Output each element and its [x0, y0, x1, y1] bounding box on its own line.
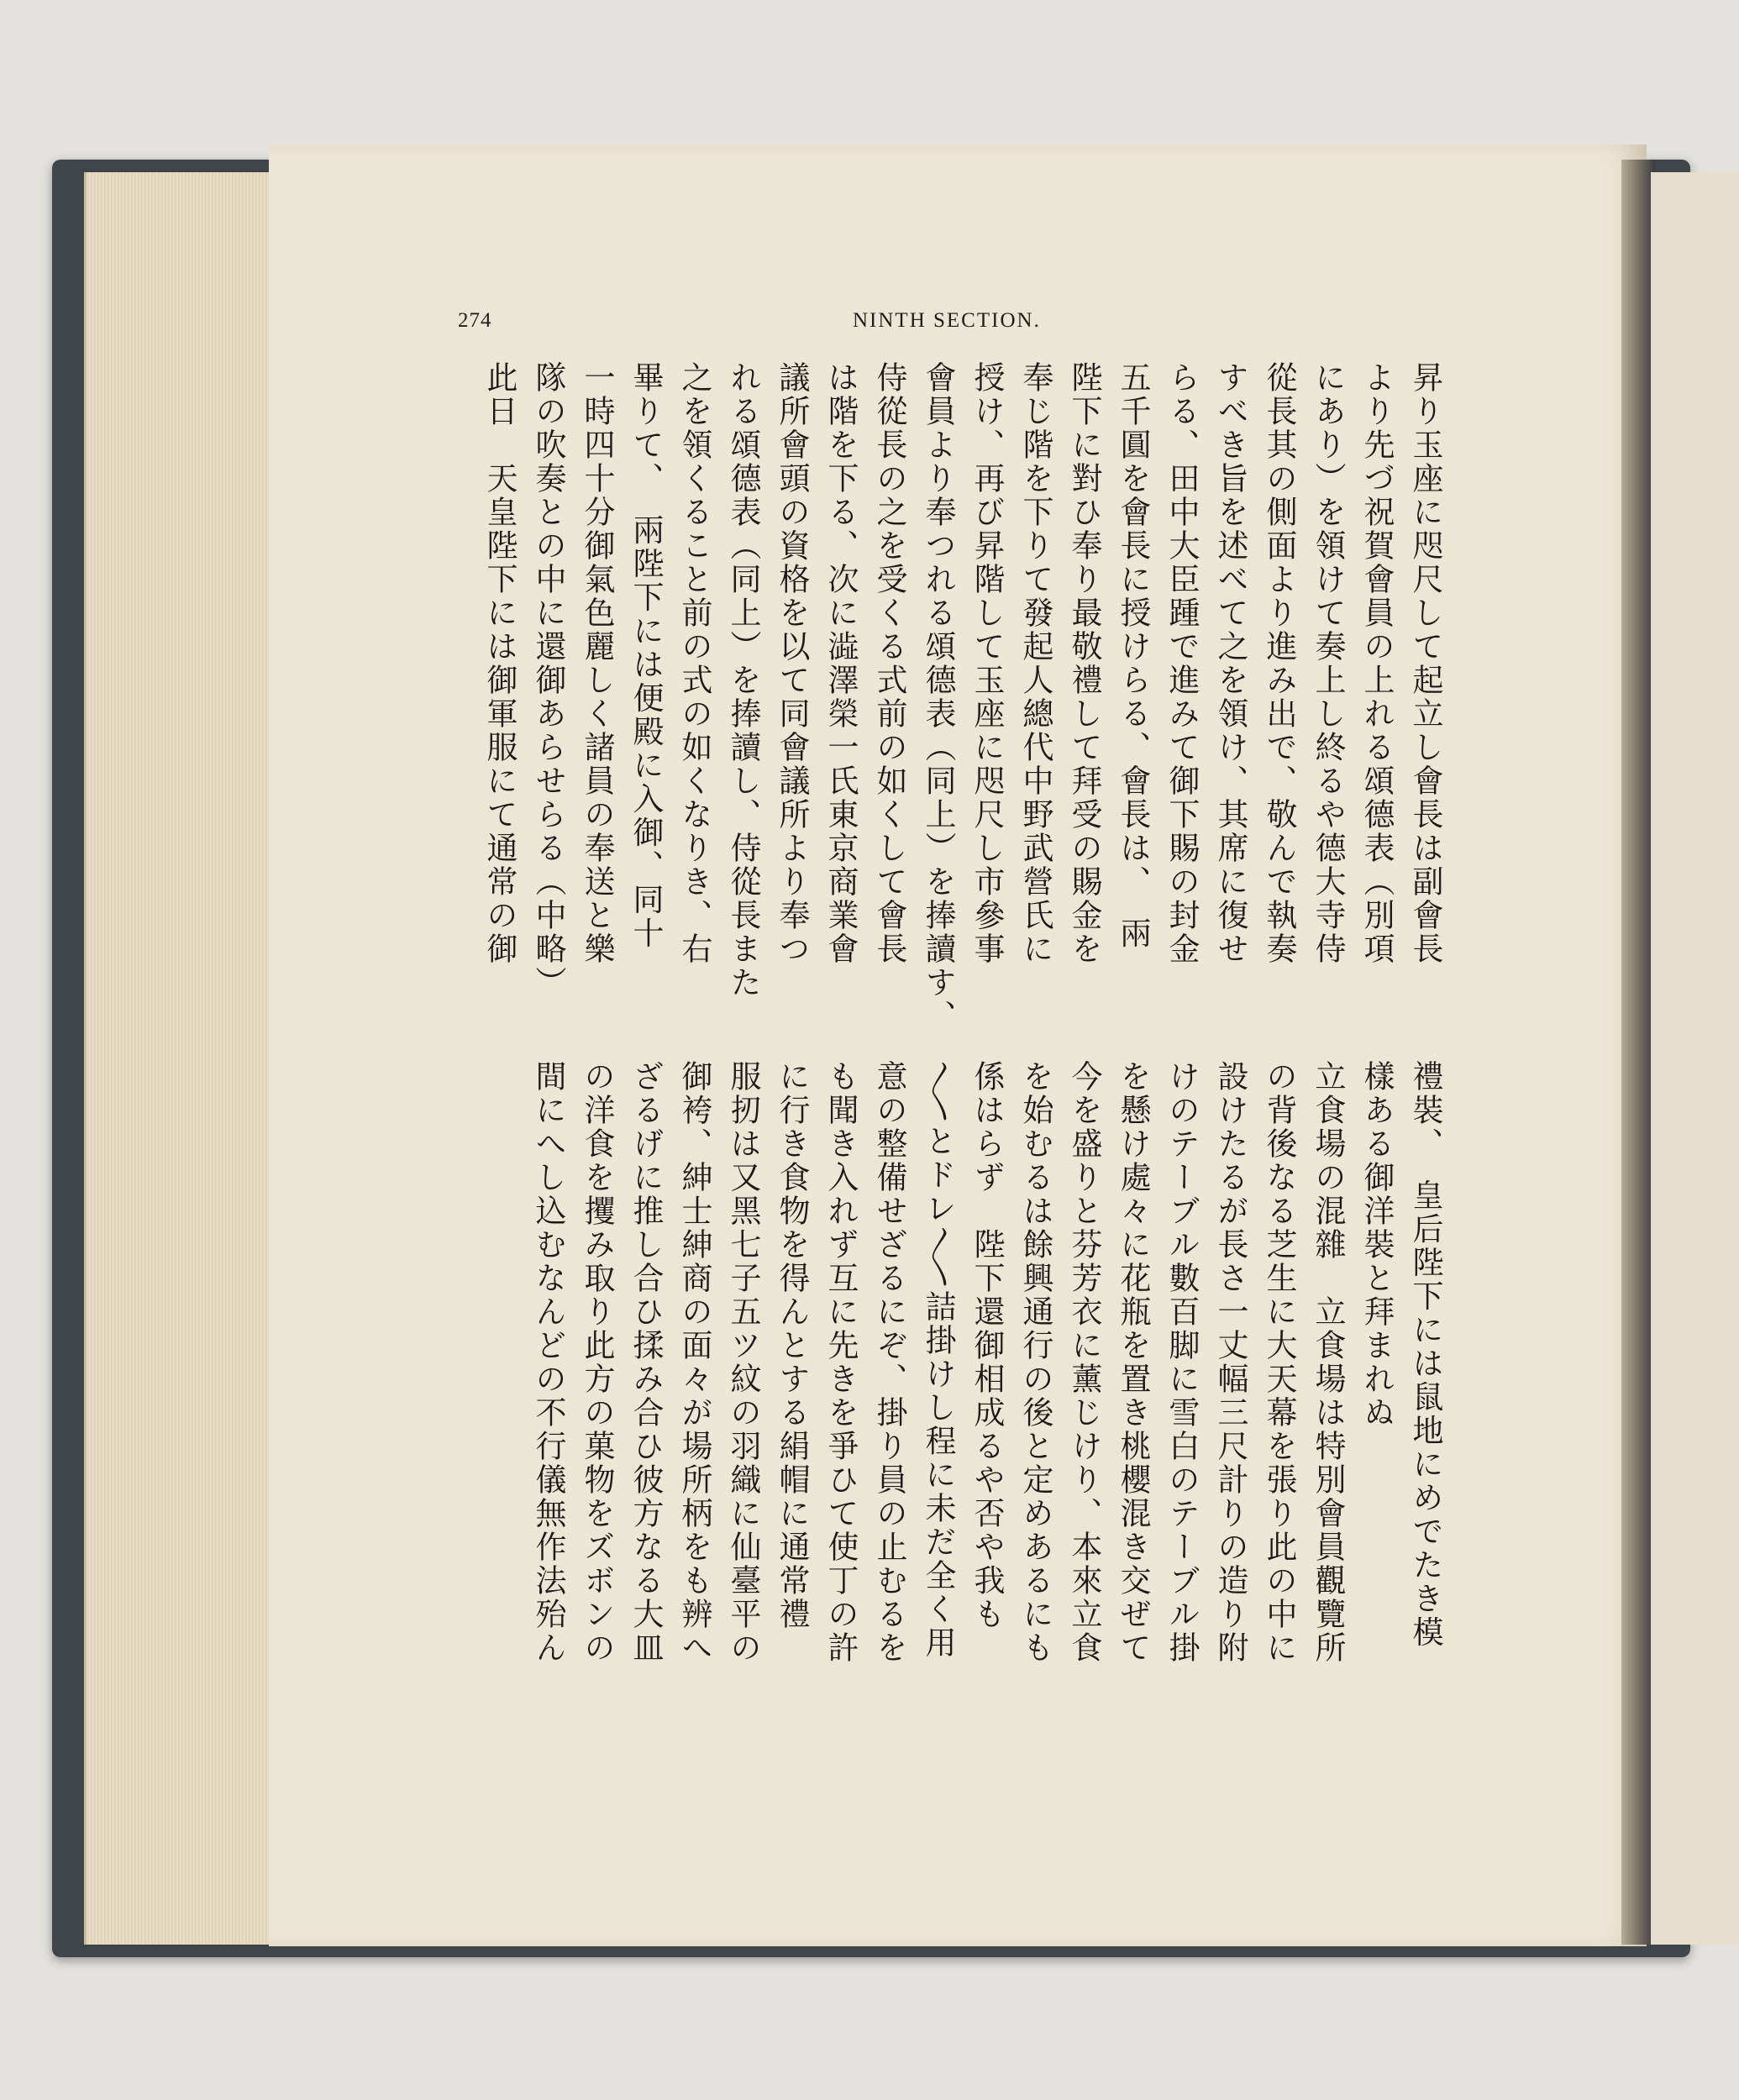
text-column: 從長其の側面より進み出で、敬んで執奏 [1261, 361, 1297, 966]
text-column: 昇り玉座に咫尺して起立し會長は副會長 [1407, 361, 1443, 966]
text-column: も聞き入れず互に先きを爭ひて使丁の許 [822, 1060, 859, 1665]
text-column: けのテーブル數百脚に雪白のテーブル掛 [1164, 1060, 1200, 1665]
text-column: 立食場の混雜 立食場は特別會員觀覽所 [1310, 1060, 1346, 1665]
lower-text-block [475, 1060, 1449, 1724]
text-column: 會員より奉つれる頌德表（同上）を捧讀す、 [920, 361, 956, 1033]
text-column: 五千圓を會長に授けらる、會長は、 兩 [1115, 361, 1151, 951]
text-column: 設けたるが長さ一丈幅三尺計りの造り附 [1212, 1060, 1248, 1665]
text-column: ざるげに推し合ひ揉み合ひ彼方なる大皿 [628, 1060, 664, 1665]
text-column: の洋食を攫み取り此方の菓物をズボンの [579, 1060, 615, 1665]
text-column: 樣ある御洋裝と拜まれぬ [1358, 1060, 1395, 1430]
text-column: 議所會頭の資格を以て同會議所より奉つ [774, 361, 810, 966]
text-column: 服扨は又黑七子五ツ紋の羽織に仙臺平の [725, 1060, 761, 1665]
text-column: 畢りて、 兩陛下には便殿に入御、同十 [628, 361, 664, 951]
text-column: より先づ祝賀會員の上れる頌德表（別項 [1358, 361, 1395, 966]
text-column: らる、田中大臣踵で進みて御下賜の封金 [1164, 361, 1200, 966]
text-column: を懸け處々に花瓶を置き桃櫻混き交ぜて [1115, 1060, 1151, 1665]
text-column: 授け、再び昇階して玉座に咫尺し市參事 [969, 361, 1005, 966]
text-column: すべき旨を述べて之を領け、其席に復せ [1212, 361, 1248, 966]
text-column: 陛下に對ひ奉り最敬禮して拜受の賜金を [1066, 361, 1102, 966]
text-column: 間にへし込むなんどの不行儀無作法殆ん [530, 1060, 566, 1665]
text-column: 侍從長の之を受くる式前の如くして會長 [871, 361, 907, 966]
text-column: を始むるは餘興通行の後と定めあるにも [1017, 1060, 1053, 1665]
book-gutter [1621, 160, 1655, 1945]
page-number: 274 [458, 309, 492, 332]
text-column: 一時四十分御氣色麗しく諸員の奉送と樂 [579, 361, 615, 966]
text-column: 御袴、紳士紳商の面々が場所柄をも辨へ [676, 1060, 712, 1665]
facing-page-edge [1651, 172, 1739, 1945]
text-column: 此日 天皇陛下には御軍服にて通常の御 [481, 361, 517, 966]
text-column: 隊の吹奏との中に還御あらせらる（中略） [530, 361, 566, 1000]
upper-text-block [475, 361, 1449, 1050]
text-column: 〳〵とドレ〳〵詰掛けし程に未だ全く用 [920, 1060, 956, 1660]
text-column: 係はらず 陛下還御相成るや否や我も [969, 1060, 1005, 1631]
text-column: 意の整備せざるにぞ、掛り員の止むるを [871, 1060, 907, 1665]
text-column: れる頌德表（同上）を捧讀し、侍從長また [725, 361, 761, 1000]
text-column: 奉じ階を下りて發起人總代中野武營氏に [1017, 361, 1053, 966]
text-column: 禮裝、 皇后陛下には鼠地にめでたき模 [1407, 1060, 1443, 1650]
text-column: 今を盛りと芬芳衣に薰じけり、本來立食 [1066, 1060, 1102, 1665]
text-column: 之を領くること前の式の如くなりき、右 [676, 361, 712, 966]
text-column: にあり）を領けて奏上し終るや德大寺侍 [1310, 361, 1346, 966]
text-column: の背後なる芝生に大天幕を張り此の中に [1261, 1060, 1297, 1665]
section-title: NINTH SECTION. [853, 309, 1041, 332]
text-column: は階を下る、次に澁澤榮一氏東京商業會 [822, 361, 859, 966]
text-column: に行き食物を得んとする絹帽に通常禮 [774, 1060, 810, 1631]
page-stack-edge [84, 172, 288, 1945]
